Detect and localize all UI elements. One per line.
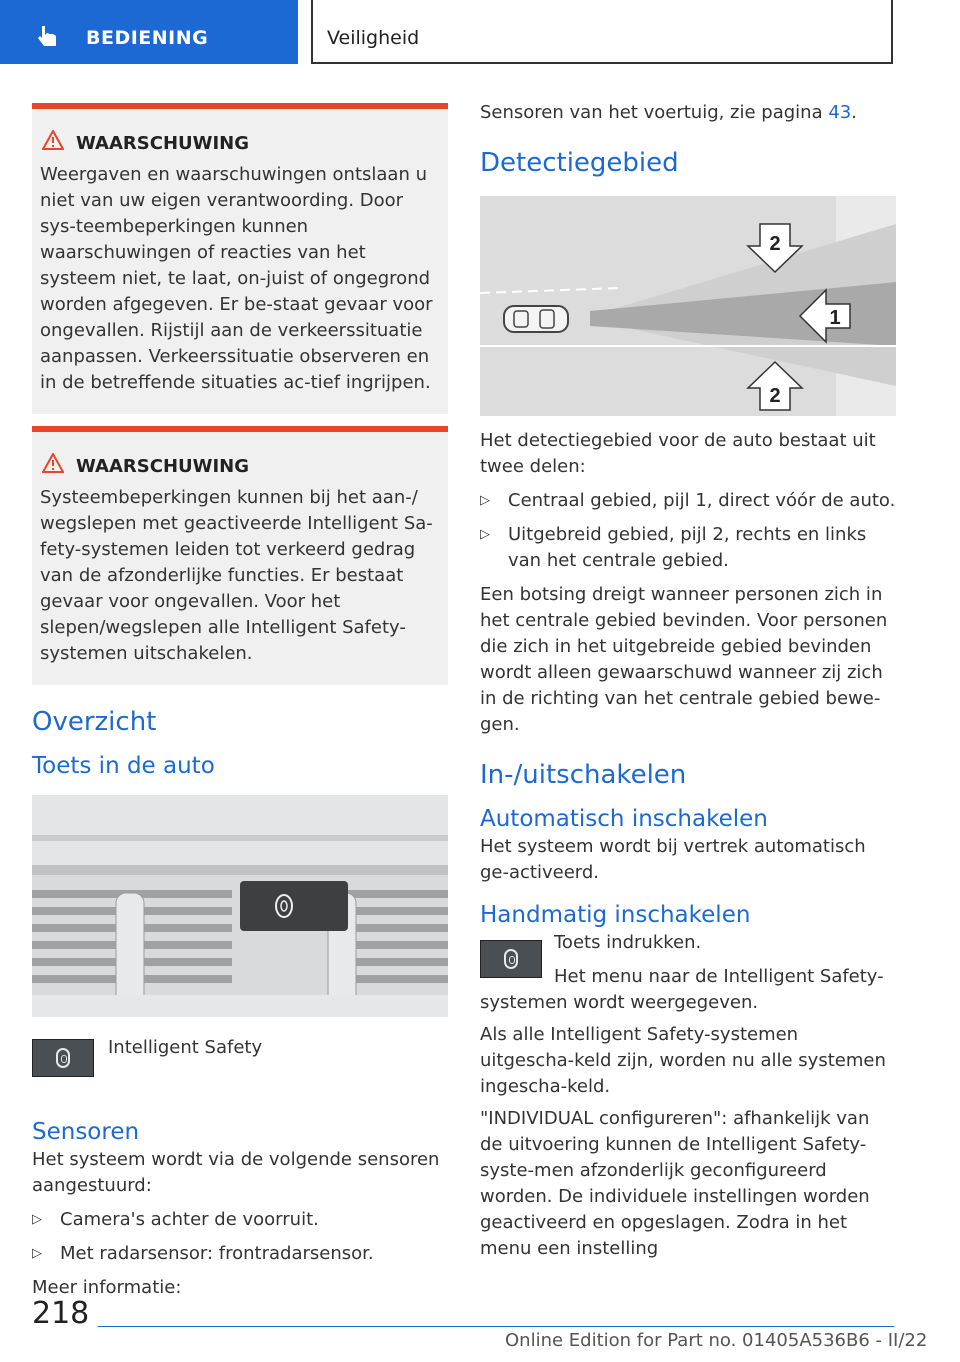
warning-triangle-icon bbox=[42, 130, 64, 150]
subsection-heading: Automatisch inschakelen bbox=[480, 806, 768, 832]
section-heading: In-/uitschakelen bbox=[480, 760, 687, 790]
warning-box bbox=[32, 103, 448, 414]
list-item: ▷ Uitgebreid gebied, pijl 2, rechts en links van het centrale gebied. bbox=[480, 522, 896, 574]
paragraph: Als alle Intelligent Safety-systemen uitgescha-keld zijn, worden nu alle systemen ingescha-keld. bbox=[480, 1024, 886, 1097]
paragraph: Meer informatie: bbox=[32, 1277, 182, 1298]
svg-text:2: 2 bbox=[769, 385, 781, 407]
subsection-heading: Sensoren bbox=[32, 1119, 140, 1145]
intelligent-safety-icon bbox=[32, 1039, 94, 1077]
edition-text: Online Edition for Part no. 01405A536B6 - II/22 bbox=[505, 1330, 928, 1351]
chapter-title: Veiligheid bbox=[327, 27, 420, 49]
paragraph: "INDIVIDUAL configureren": afhankelijk van de uitvoering kunnen de Intelligent Safety-syste-men afzonderlijk geconfigureerd worden. De individuele instellingen worden geactiveerd en opgeslagen. Zodra in het menu een instelling bbox=[480, 1108, 870, 1259]
subsection-heading: Toets in de auto bbox=[32, 753, 215, 779]
paragraph: Het systeem wordt via de volgende sensoren aangestuurd: bbox=[32, 1149, 440, 1196]
paragraph: Het systeem wordt bij vertrek automatisch ge-activeerd. bbox=[480, 836, 866, 883]
list-item: ▷ Met radarsensor: frontradarsensor. bbox=[32, 1241, 448, 1267]
warning-box bbox=[32, 426, 448, 685]
warning-text: Systeembeperkingen kunnen bij het aan-/ wegslepen met geactiveerde Intelligent Sa-fety-systemen leiden tot verkeerd gedrag van de afzonderlijke functies. Er bestaat gevaar voor ongevallen. Voor het slepen/wegslepen alle Intelligent Safety-systemen uitschakelen. bbox=[40, 487, 433, 664]
section-heading: Overzicht bbox=[32, 707, 157, 737]
warning-triangle-icon bbox=[42, 453, 64, 473]
button-label: Intelligent Safety bbox=[108, 1037, 263, 1058]
svg-text:1: 1 bbox=[829, 307, 841, 329]
right-column bbox=[480, 100, 896, 1262]
chapter-tab bbox=[311, 0, 893, 64]
paragraph: Het detectiegebied voor de auto bestaat uit twee delen: bbox=[480, 430, 876, 477]
warning-title: WAARSCHUWING bbox=[76, 133, 250, 154]
page-link[interactable]: 43 bbox=[828, 102, 852, 123]
detection-area-figure bbox=[480, 196, 896, 416]
subsection-heading: Handmatig inschakelen bbox=[480, 902, 751, 928]
intelligent-safety-icon bbox=[480, 940, 542, 978]
page-number: 218 bbox=[32, 1296, 90, 1331]
paragraph: Sensoren van het voertuig, zie pagina 43. bbox=[480, 102, 857, 123]
list-item: ▷ Centraal gebied, pijl 1, direct vóór de auto. bbox=[480, 488, 896, 514]
left-column bbox=[32, 103, 448, 1301]
section-heading: Detectiegebied bbox=[480, 148, 679, 178]
step-text: Toets indrukken. bbox=[554, 932, 702, 953]
paragraph: Een botsing dreigt wanneer personen zich in het centrale gebied bevinden. Voor personen die zich in het uitgebreide gebied bevinden wordt alleen gewaarschuwd wanneer zij zich in de richting van het centrale gebied bewe-gen. bbox=[480, 584, 888, 735]
warning-text: Weergaven en waarschuwingen ontslaan u niet van uw eigen verantwoording. Door sys-teembeperkingen kunnen waarschuwingen of reacties van het systeem niet, te laat, on-juist of ongegrond worden afgegeven. Er be-staat gevaar voor ongevallen. Rijstijl aan de verkeerssituatie aanpassen. Verkeerssituatie observeren en in de betreffende situaties ac-tief ingrijpen. bbox=[40, 164, 433, 393]
dashboard-button-image bbox=[32, 795, 448, 1017]
paragraph: Het menu naar de Intelligent Safety-systemen wordt weergegeven. bbox=[480, 966, 884, 1013]
hand-pointer-icon bbox=[36, 24, 58, 48]
svg-text:2: 2 bbox=[769, 233, 781, 255]
warning-title: WAARSCHUWING bbox=[76, 456, 250, 477]
section-title: BEDIENING bbox=[86, 27, 209, 49]
section-tab bbox=[0, 0, 298, 64]
list-item: ▷ Camera's achter de voorruit. bbox=[32, 1207, 448, 1233]
footer-divider bbox=[98, 1326, 894, 1327]
